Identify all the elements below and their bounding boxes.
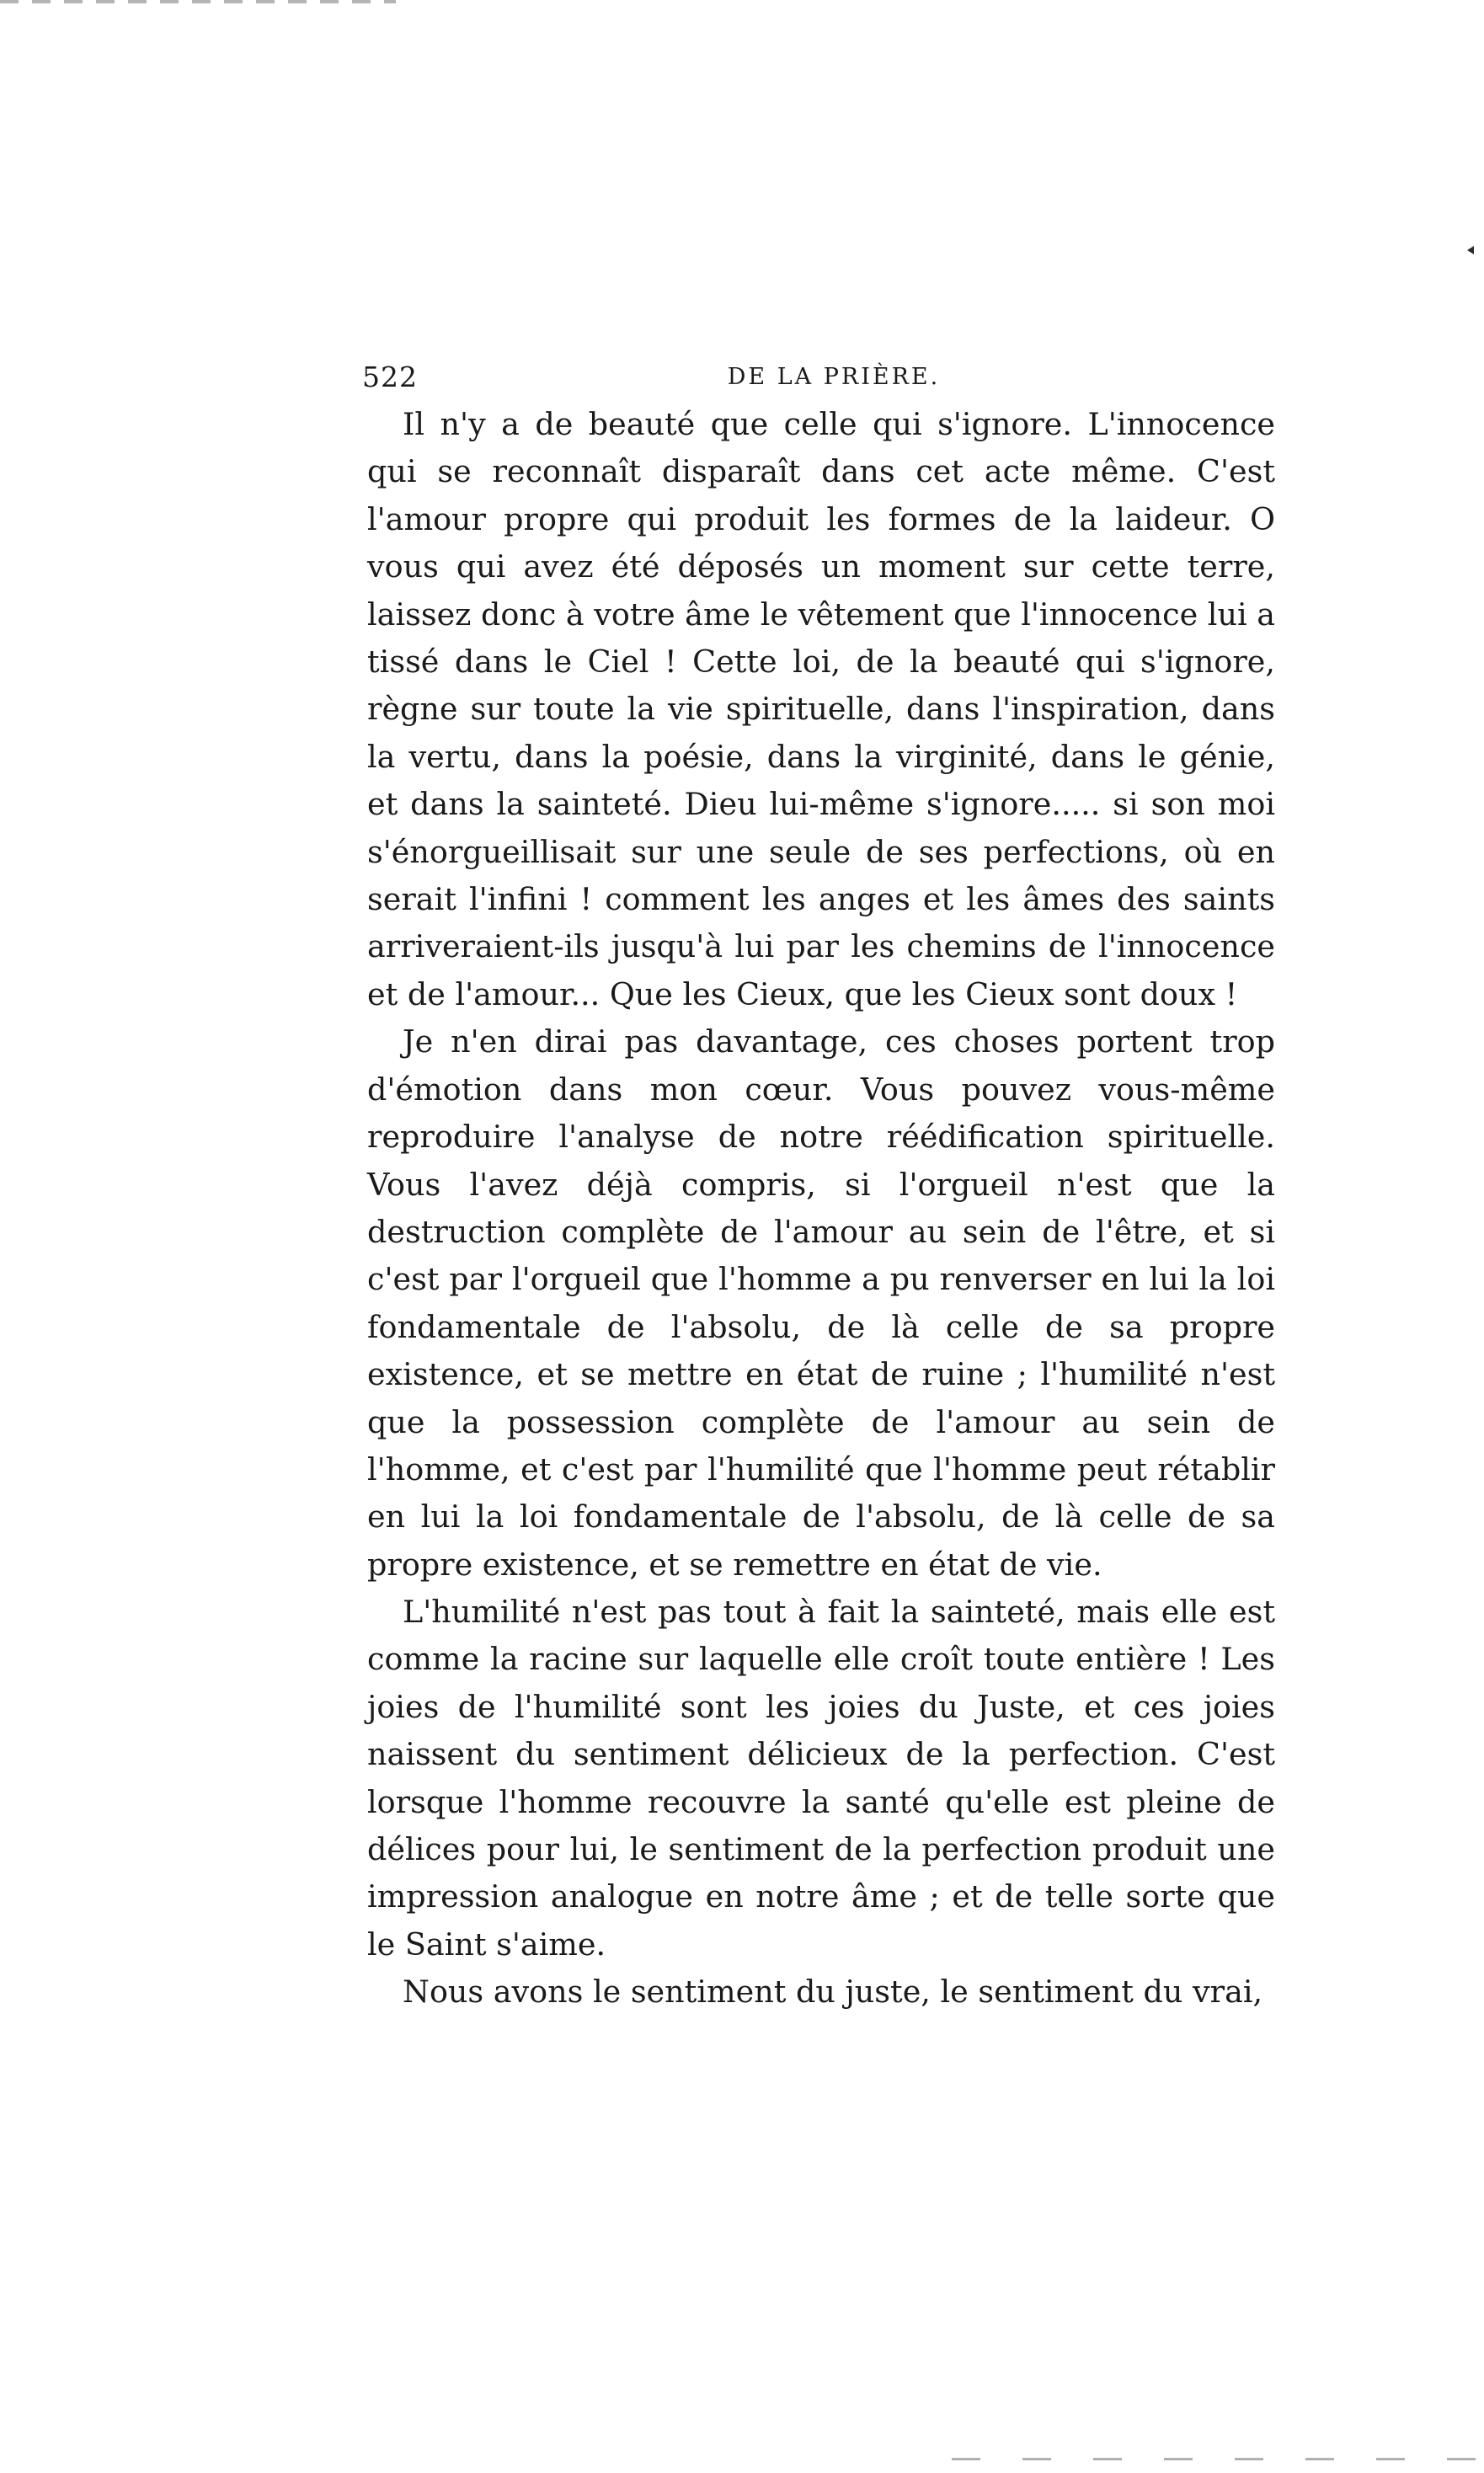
text-section-lower	[367, 1589, 1275, 2016]
running-title: DE LA PRIÈRE.	[727, 364, 941, 390]
scan-bottom-dashes	[952, 2458, 1484, 2460]
paragraph-sentiment: Nous avons le sentiment du juste, le sentiment du vrai,	[403, 1974, 1263, 2011]
scan-edge-mark	[1467, 246, 1474, 254]
paragraph-emotion: Je n'en dirai pas davantage, ces choses portent trop d'émotion dans mon cœur. Vous pouvez vous-même reproduire l'analyse de notre réédification spirituelle. Vous l'avez déjà compris, si l'orgueil n'est que la destruction complète de l'amour au sein de l'être, et si c'est par l'orgueil que l'homme a pu renverser en lui la loi fondamentale de l'absolu, de là celle de sa propre existence, et se mettre en état de ruine ; l'humilité n'est que la possession complète de l'amour au sein de l'homme, et c'est par l'humilité que l'homme peut rétablir en lui la loi fondamentale de l'absolu, de là celle de sa propre existence, et se remettre en état de vie.	[367, 1023, 1275, 1583]
paragraph-beauty: Il n'y a de beauté que celle qui s'ignore. L'innocence qui se reconnaît disparaît dans cet acte même. C'est l'amour propre qui produit les formes de la laideur. O vous qui avez été déposés un moment sur cette terre, laissez donc à votre âme le vêtement que l'innocence lui a tissé dans le Ciel ! Cette loi, de la beauté qui s'ignore, règne sur toute la vie spirituelle, dans l'inspiration, dans la vertu, dans la poésie, dans la virginité, dans le génie, et dans la sainteté. Dieu lui-même s'ignore..... si son moi s'énorgueillisait sur une seule de ses perfections, où en serait l'infini ! comment les anges et les âmes des saints arriveraient-ils jusqu'à lui par les chemins de l'innocence et de l'amour... Que les Cieux, que les Cieux sont doux !	[367, 406, 1275, 1012]
running-header	[362, 361, 1305, 394]
scan-top-dashes	[0, 0, 396, 3]
paragraph-humility: L'humilité n'est pas tout à fait la sainteté, mais elle est comme la racine sur laquelle elle croît toute entière ! Les joies de l'humilité sont les joies du Juste, et ces joies naissent du sentiment délicieux de la perfection. C'est lorsque l'homme recouvre la santé qu'elle est pleine de délices pour lui, le sentiment de la perfection produit une impression analogue en notre âme ; et de telle sorte que le Saint s'aime.	[367, 1594, 1275, 1963]
text-section-upper	[367, 401, 1275, 1589]
page-number: 522	[362, 361, 418, 393]
